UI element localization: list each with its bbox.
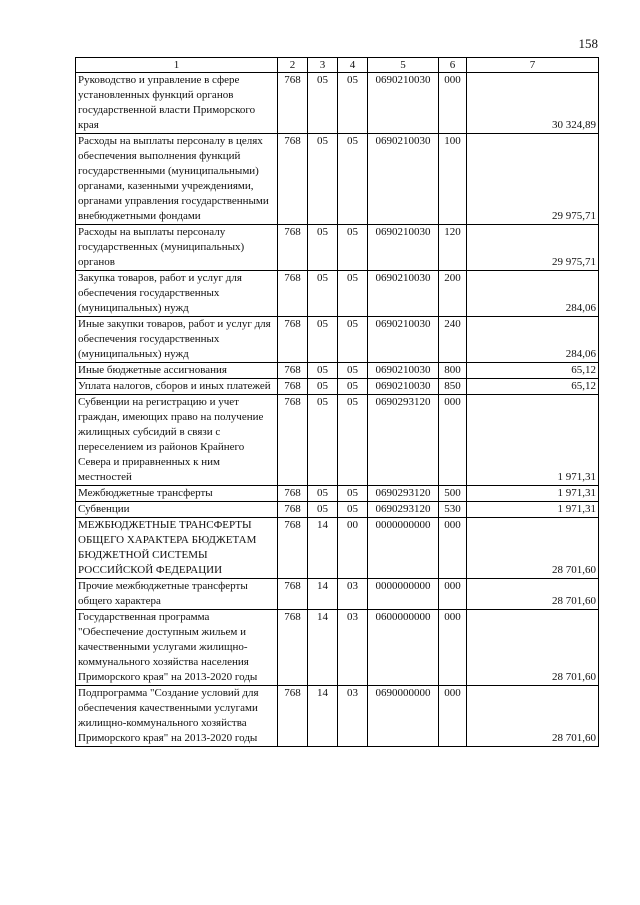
- target-article-cell: 0690293120: [368, 502, 439, 518]
- table-row: [76, 486, 599, 502]
- target-article-cell: 0690293120: [368, 395, 439, 486]
- amount-cell: 29 975,71: [467, 225, 599, 271]
- admin-code-cell: 768: [278, 363, 308, 379]
- subsection-cell: 05: [338, 395, 368, 486]
- page-number: 158: [578, 36, 598, 51]
- subsection-cell: 00: [338, 518, 368, 579]
- subsection-cell: 05: [338, 134, 368, 225]
- target-article-cell: 0690210030: [368, 379, 439, 395]
- row-name-cell: Закупка товаров, работ и услуг для обеспечения государственных (муниципальных) нужд: [76, 271, 278, 317]
- amount-cell: 30 324,89: [467, 73, 599, 134]
- header-cell-1: 1: [76, 58, 278, 73]
- header-cell-3: 3: [308, 58, 338, 73]
- table-row: [76, 134, 599, 225]
- expense-type-cell: 000: [439, 686, 467, 747]
- target-article-cell: 0690210030: [368, 363, 439, 379]
- amount-cell: 1 971,31: [467, 395, 599, 486]
- target-article-cell: 0690210030: [368, 271, 439, 317]
- section-cell: 05: [308, 225, 338, 271]
- table-row: [76, 502, 599, 518]
- row-name-cell: Межбюджетные трансферты: [76, 486, 278, 502]
- admin-code-cell: 768: [278, 610, 308, 686]
- table-row: [76, 73, 599, 134]
- header-cell-4: 4: [338, 58, 368, 73]
- section-cell: 14: [308, 610, 338, 686]
- row-name-cell: МЕЖБЮДЖЕТНЫЕ ТРАНСФЕРТЫ ОБЩЕГО ХАРАКТЕРА БЮДЖЕТАМ БЮДЖЕТНОЙ СИСТЕМЫ РОССИЙСКОЙ ФЕДЕРАЦИИ: [76, 518, 278, 579]
- amount-cell: 1 971,31: [467, 486, 599, 502]
- amount-cell: 284,06: [467, 271, 599, 317]
- row-name-cell: Иные закупки товаров, работ и услуг для обеспечения государственных (муниципальных) нужд: [76, 317, 278, 363]
- table-row: [76, 379, 599, 395]
- admin-code-cell: 768: [278, 379, 308, 395]
- target-article-cell: 0690210030: [368, 317, 439, 363]
- target-article-cell: 0000000000: [368, 518, 439, 579]
- target-article-cell: 0690000000: [368, 686, 439, 747]
- admin-code-cell: 768: [278, 486, 308, 502]
- target-article-cell: 0690210030: [368, 73, 439, 134]
- expense-type-cell: 240: [439, 317, 467, 363]
- table-row: [76, 395, 599, 486]
- amount-cell: 1 971,31: [467, 502, 599, 518]
- target-article-cell: 0000000000: [368, 579, 439, 610]
- section-cell: 05: [308, 486, 338, 502]
- subsection-cell: 05: [338, 363, 368, 379]
- subsection-cell: 05: [338, 225, 368, 271]
- row-name-cell: Расходы на выплаты персоналу государственных (муниципальных) органов: [76, 225, 278, 271]
- row-name-cell: Государственная программа "Обеспечение доступным жильем и качественными услугами жилищно-коммунального хозяйства населения Приморского края" на 2013-2020 годы: [76, 610, 278, 686]
- row-name-cell: Субвенции: [76, 502, 278, 518]
- subsection-cell: 05: [338, 317, 368, 363]
- admin-code-cell: 768: [278, 73, 308, 134]
- admin-code-cell: 768: [278, 579, 308, 610]
- expense-type-cell: 100: [439, 134, 467, 225]
- amount-cell: 284,06: [467, 317, 599, 363]
- admin-code-cell: 768: [278, 502, 308, 518]
- expense-type-cell: 120: [439, 225, 467, 271]
- admin-code-cell: 768: [278, 317, 308, 363]
- table-row: [76, 363, 599, 379]
- table-row: [76, 225, 599, 271]
- admin-code-cell: 768: [278, 686, 308, 747]
- section-cell: 05: [308, 502, 338, 518]
- budget-table: [75, 57, 599, 747]
- section-cell: 05: [308, 379, 338, 395]
- row-name-cell: Прочие межбюджетные трансферты общего характера: [76, 579, 278, 610]
- table-row: [76, 610, 599, 686]
- amount-cell: 65,12: [467, 363, 599, 379]
- admin-code-cell: 768: [278, 395, 308, 486]
- expense-type-cell: 850: [439, 379, 467, 395]
- row-name-cell: Подпрограмма "Создание условий для обеспечения качественными услугами жилищно-коммунального хозяйства Приморского края" на 2013-2020 годы: [76, 686, 278, 747]
- admin-code-cell: 768: [278, 225, 308, 271]
- row-name-cell: Субвенции на регистрацию и учет граждан, имеющих право на получение жилищных субсидий в связи с переселением из районов Крайнего Севера и приравненных к ним местностей: [76, 395, 278, 486]
- expense-type-cell: 500: [439, 486, 467, 502]
- amount-cell: 28 701,60: [467, 579, 599, 610]
- table-row: [76, 579, 599, 610]
- subsection-cell: 03: [338, 686, 368, 747]
- expense-type-cell: 000: [439, 395, 467, 486]
- subsection-cell: 03: [338, 579, 368, 610]
- table-row: [76, 518, 599, 579]
- expense-type-cell: 530: [439, 502, 467, 518]
- table-row: [76, 317, 599, 363]
- table-row: [76, 686, 599, 747]
- expense-type-cell: 000: [439, 579, 467, 610]
- row-name-cell: Расходы на выплаты персоналу в целях обеспечения выполнения функций государственными (муниципальными) органами, казенными учреждениями, органами управления государственными внебюджетными фондами: [76, 134, 278, 225]
- section-cell: 05: [308, 134, 338, 225]
- subsection-cell: 05: [338, 271, 368, 317]
- expense-type-cell: 000: [439, 73, 467, 134]
- section-cell: 05: [308, 395, 338, 486]
- section-cell: 05: [308, 271, 338, 317]
- section-cell: 14: [308, 518, 338, 579]
- amount-cell: 29 975,71: [467, 134, 599, 225]
- amount-cell: 65,12: [467, 379, 599, 395]
- admin-code-cell: 768: [278, 271, 308, 317]
- target-article-cell: 0690293120: [368, 486, 439, 502]
- subsection-cell: 05: [338, 486, 368, 502]
- header-cell-2: 2: [278, 58, 308, 73]
- target-article-cell: 0690210030: [368, 134, 439, 225]
- header-cell-5: 5: [368, 58, 439, 73]
- header-cell-6: 6: [439, 58, 467, 73]
- admin-code-cell: 768: [278, 518, 308, 579]
- section-cell: 14: [308, 579, 338, 610]
- section-cell: 05: [308, 363, 338, 379]
- section-cell: 05: [308, 73, 338, 134]
- subsection-cell: 03: [338, 610, 368, 686]
- subsection-cell: 05: [338, 73, 368, 134]
- row-name-cell: Уплата налогов, сборов и иных платежей: [76, 379, 278, 395]
- amount-cell: 28 701,60: [467, 610, 599, 686]
- expense-type-cell: 000: [439, 518, 467, 579]
- amount-cell: 28 701,60: [467, 518, 599, 579]
- subsection-cell: 05: [338, 379, 368, 395]
- target-article-cell: 0600000000: [368, 610, 439, 686]
- section-cell: 05: [308, 317, 338, 363]
- table-header-row: [76, 58, 599, 73]
- section-cell: 14: [308, 686, 338, 747]
- admin-code-cell: 768: [278, 134, 308, 225]
- subsection-cell: 05: [338, 502, 368, 518]
- row-name-cell: Иные бюджетные ассигнования: [76, 363, 278, 379]
- header-cell-7: 7: [467, 58, 599, 73]
- table-row: [76, 271, 599, 317]
- row-name-cell: Руководство и управление в сфере установленных функций органов государственной власти Приморского края: [76, 73, 278, 134]
- target-article-cell: 0690210030: [368, 225, 439, 271]
- expense-type-cell: 800: [439, 363, 467, 379]
- amount-cell: 28 701,60: [467, 686, 599, 747]
- expense-type-cell: 200: [439, 271, 467, 317]
- expense-type-cell: 000: [439, 610, 467, 686]
